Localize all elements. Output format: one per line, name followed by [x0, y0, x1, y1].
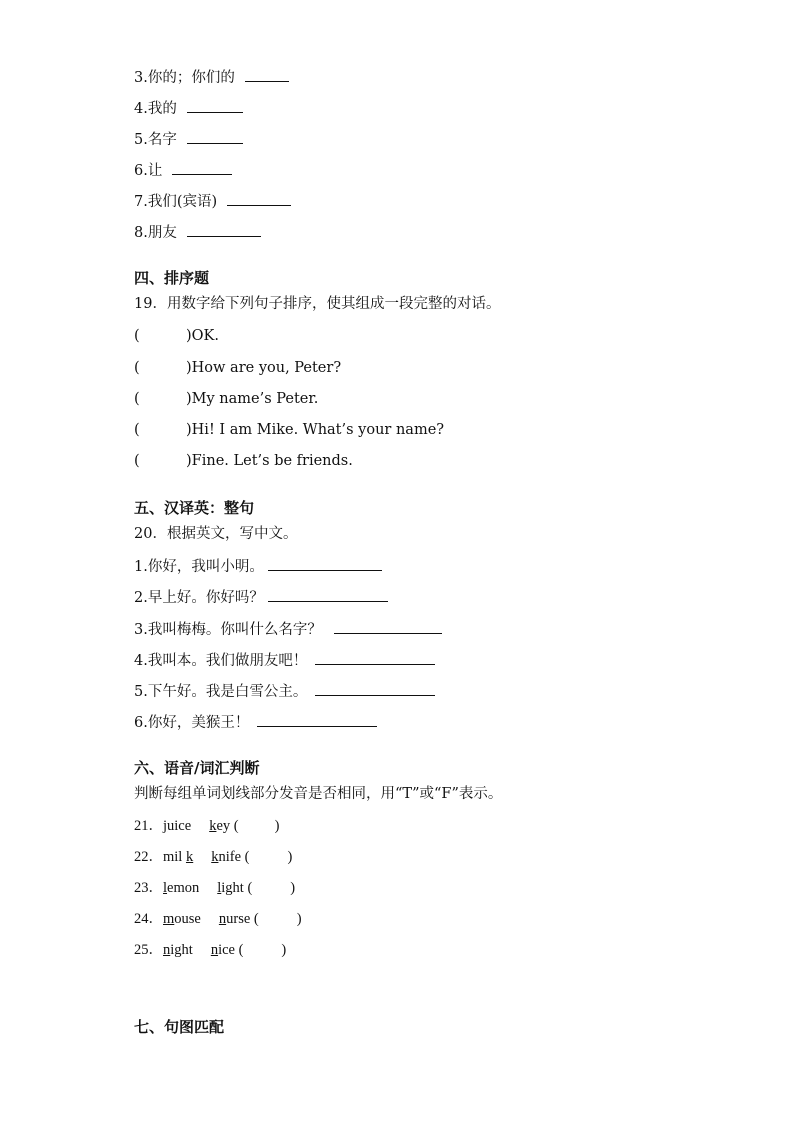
order-input-slot[interactable]: (	[134, 422, 140, 438]
word-prefix: mil	[163, 849, 186, 865]
vocab-item	[134, 97, 243, 119]
answer-blank[interactable]	[187, 128, 243, 144]
ordering-item	[134, 389, 318, 409]
underlined-letter: k	[209, 818, 217, 834]
vocab-text: 8.朋友	[134, 225, 177, 241]
section-heading: 七、句图匹配	[134, 1018, 225, 1036]
answer-blank[interactable]	[187, 97, 243, 113]
translation-item	[134, 680, 435, 702]
vocab-item	[134, 66, 289, 88]
vocab-item	[134, 221, 261, 243]
ordering-sentence: )OK.	[186, 328, 219, 344]
vocab-text: 7.我们(宾语)	[134, 194, 218, 210]
underlined-letter: k	[185, 849, 194, 865]
underlined-letter: n	[210, 942, 219, 958]
ordering-item	[134, 420, 444, 440]
section-heading: 六、语音/词汇判断	[134, 759, 260, 777]
vocab-item	[134, 159, 232, 181]
answer-blank[interactable]	[227, 190, 291, 206]
item-number: 21．	[134, 818, 163, 834]
answer-blank[interactable]	[334, 618, 442, 634]
translation-item	[134, 618, 442, 640]
order-input-slot[interactable]: (	[134, 391, 140, 407]
question-text: 20．根据英文，写中文。	[134, 526, 298, 542]
close-paren: )	[296, 911, 302, 927]
translation-prompt: 1.你好，我叫小明。	[134, 559, 264, 575]
question-text: 19．用数字给下列句子排序，使其组成一段完整的对话。	[134, 296, 501, 312]
underlined-letter: k	[211, 849, 219, 865]
translation-prompt: 2.早上好。你好吗？	[134, 590, 264, 606]
answer-blank[interactable]	[245, 66, 289, 82]
translation-prompt: 5.下午好。我是白雪公主。	[134, 684, 308, 700]
word-rest: ouse	[174, 911, 201, 927]
ordering-item	[134, 358, 341, 378]
phonics-item	[134, 878, 295, 898]
ordering-sentence: )Hi! I am Mike. What’s your name?	[186, 422, 445, 438]
underlined-letter: n	[218, 911, 227, 927]
order-input-slot[interactable]: (	[134, 360, 140, 376]
translation-item	[134, 649, 435, 671]
vocab-text: 6.让	[134, 163, 163, 179]
ordering-item	[134, 326, 219, 346]
word-rest: ice (	[218, 942, 244, 958]
section-heading: 五、汉译英：整句	[134, 499, 255, 517]
ordering-sentence: )My name’s Peter.	[186, 391, 319, 407]
close-paren: )	[287, 849, 293, 865]
answer-blank[interactable]	[315, 649, 435, 665]
answer-blank[interactable]	[257, 711, 377, 727]
word-rest: ight	[170, 942, 193, 958]
underlined-letter: n	[163, 942, 171, 958]
answer-blank[interactable]	[268, 586, 388, 602]
section-heading: 四、排序题	[134, 269, 210, 287]
vocab-item	[134, 128, 243, 150]
phonics-item	[134, 940, 286, 960]
underlined-letter: m	[163, 911, 175, 927]
word-rest: nife (	[218, 849, 250, 865]
item-number: 24．	[134, 911, 163, 927]
translation-item	[134, 711, 377, 733]
underlined-letter: l	[217, 880, 222, 896]
item-number: 25．	[134, 942, 163, 958]
phonics-item	[134, 847, 292, 867]
vocab-item	[134, 190, 291, 212]
word-rest: ight (	[221, 880, 253, 896]
order-input-slot[interactable]: (	[134, 453, 140, 469]
ordering-sentence: )Fine. Let’s be friends.	[186, 453, 353, 469]
phonics-item	[134, 816, 279, 836]
close-paren: )	[274, 818, 280, 834]
underlined-letter: j	[163, 818, 168, 834]
answer-blank[interactable]	[172, 159, 232, 175]
close-paren: )	[281, 942, 287, 958]
translation-item	[134, 555, 382, 577]
translation-prompt: 6.你好，美猴王！	[134, 715, 250, 731]
underlined-letter: l	[163, 880, 168, 896]
ordering-item	[134, 451, 353, 471]
ordering-sentence: )How are you, Peter?	[186, 360, 342, 376]
order-input-slot[interactable]: (	[134, 328, 140, 344]
answer-blank[interactable]	[187, 221, 261, 237]
word-rest: uice	[167, 818, 192, 834]
item-number: 22．	[134, 849, 163, 865]
word-rest: urse (	[226, 911, 259, 927]
translation-prompt: 4.我叫本。我们做朋友吧！	[134, 653, 308, 669]
vocab-text: 5.名字	[134, 132, 177, 148]
word-rest: emon	[167, 880, 200, 896]
answer-blank[interactable]	[315, 680, 435, 696]
answer-blank[interactable]	[268, 555, 382, 571]
word-rest: ey (	[216, 818, 239, 834]
item-number: 23．	[134, 880, 163, 896]
vocab-text: 4.我的	[134, 101, 177, 117]
instruction-text: 判断每组单词划线部分发音是否相同，用“T”或“F”表示。	[134, 786, 503, 802]
translation-item	[134, 586, 388, 608]
vocab-text: 3.你的；你们的	[134, 70, 235, 86]
phonics-item	[134, 909, 302, 929]
close-paren: )	[290, 880, 296, 896]
translation-prompt: 3.我叫梅梅。你叫什么名字？	[134, 622, 322, 638]
